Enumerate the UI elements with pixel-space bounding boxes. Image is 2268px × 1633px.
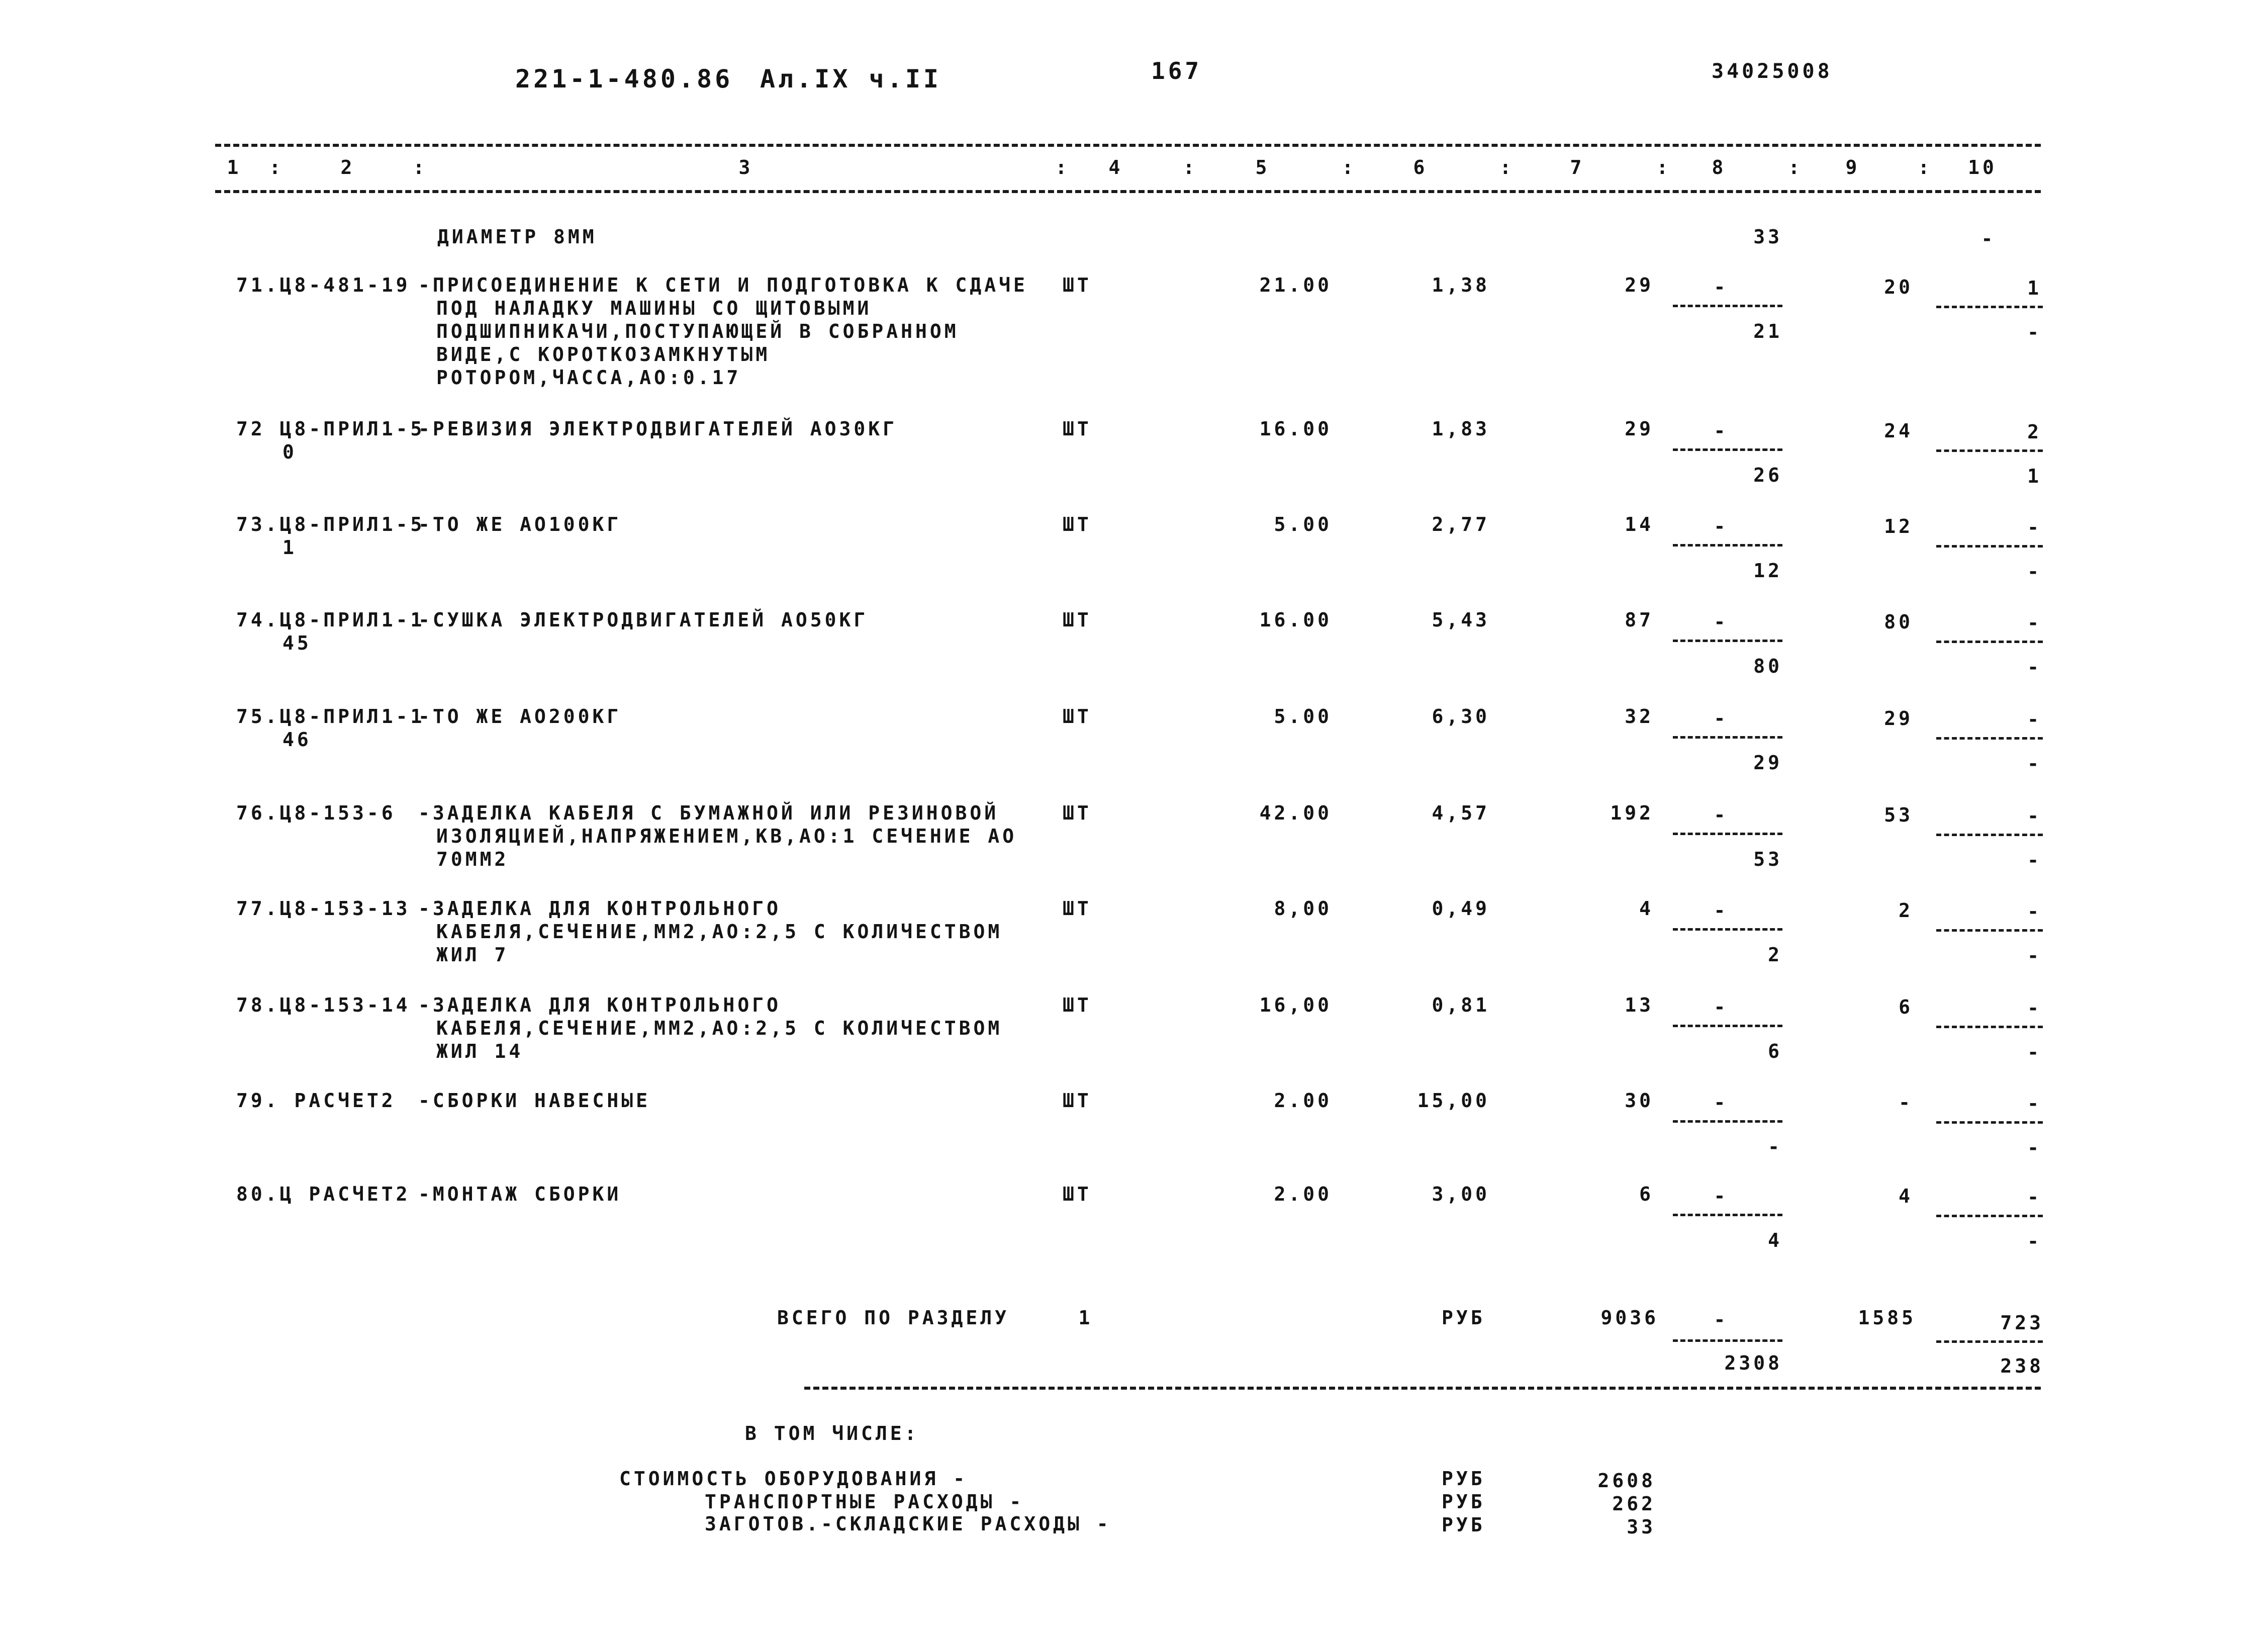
fraction-line: [1936, 929, 2043, 932]
row-col8-top: -: [1714, 707, 1729, 730]
row-col8-bottom: 29: [1753, 752, 1782, 774]
warehouse-cost-unit: РУБ: [1442, 1514, 1485, 1536]
fraction-line: [1936, 545, 2043, 548]
fraction-line: [1673, 928, 1782, 931]
row-unit: ШТ: [1063, 802, 1092, 824]
row-total: 29: [1625, 274, 1654, 296]
row-col9: 24: [1884, 420, 1913, 442]
row-unit: ШТ: [1063, 994, 1092, 1016]
row-col8-top: -: [1714, 899, 1729, 922]
row-quantity: 5.00: [1274, 705, 1332, 728]
section-total-col10-top: 723: [2000, 1312, 2044, 1334]
column-separator: :: [1342, 156, 1357, 178]
table-top-rule: [215, 144, 2041, 147]
row-unit: ШТ: [1063, 513, 1092, 535]
column-header-8: 8: [1712, 156, 1727, 178]
row-description-line: -СБОРКИ НАВЕСНЫЕ: [418, 1090, 651, 1112]
fraction-line: [1673, 833, 1782, 835]
row-code: 77.Ц8-153-13: [236, 897, 411, 920]
row-col8-bottom: 33: [1753, 226, 1782, 248]
fraction-line: [1673, 1214, 1782, 1216]
row-col10-top: -: [2027, 708, 2042, 731]
row-col9: 53: [1884, 804, 1913, 826]
row-quantity: 16,00: [1259, 994, 1332, 1016]
column-separator: :: [1055, 156, 1070, 178]
fraction-line: [1673, 305, 1782, 307]
row-quantity: 5.00: [1274, 513, 1332, 535]
row-total: 14: [1625, 513, 1654, 535]
column-header-1: 1: [227, 156, 242, 178]
fraction-line: [1673, 736, 1782, 739]
section-total-unit: РУБ: [1442, 1307, 1485, 1329]
row-col8-top: -: [1714, 804, 1729, 826]
section-total-amount: 9036: [1600, 1307, 1659, 1329]
row-unit: ШТ: [1063, 897, 1092, 920]
row-col10-top: -: [2027, 1186, 2042, 1208]
section-total-rule: [804, 1387, 2041, 1390]
equipment-cost-unit: РУБ: [1442, 1468, 1485, 1490]
equipment-cost-label: СТОИМОСТЬ ОБОРУДОВАНИЯ -: [619, 1468, 968, 1490]
row-total: 4: [1639, 897, 1654, 920]
row-col8-bottom: 12: [1753, 560, 1782, 582]
row-description-line: -МОНТАЖ СБОРКИ: [418, 1183, 622, 1205]
row-quantity: 8,00: [1274, 897, 1332, 920]
row-description-line: -РЕВИЗИЯ ЭЛЕКТРОДВИГАТЕЛЕЙ АО30КГ: [418, 418, 897, 440]
row-code: 75.Ц8-ПРИЛ1-1: [236, 705, 425, 728]
row-col10-top: -: [2027, 997, 2042, 1019]
transport-cost-value: 262: [1612, 1493, 1656, 1515]
fraction-line: [1673, 448, 1782, 451]
row-description-line: ЖИЛ 7: [436, 944, 509, 966]
album-reference: Ал.IX ч.II: [760, 64, 942, 94]
row-col10-top: -: [2027, 1093, 2042, 1115]
row-description-line: 70ММ2: [436, 848, 509, 870]
row-description-line: ВИДЕ,С КОРОТКОЗАМКНУТЫМ: [436, 343, 771, 366]
row-col10-bottom: -: [2027, 1137, 2042, 1159]
row-total: 87: [1625, 609, 1654, 631]
row-unit-price: 6,30: [1432, 705, 1490, 728]
row-col8-top: -: [1714, 420, 1729, 442]
row-description-line: ЖИЛ 14: [436, 1040, 524, 1062]
row-col10-bottom: -: [2027, 321, 2042, 343]
row-col10-bottom: -: [2027, 849, 2042, 871]
fraction-line: [1673, 1025, 1782, 1027]
row-total: 30: [1625, 1090, 1654, 1112]
row-total: 32: [1625, 705, 1654, 728]
row-quantity: 42.00: [1259, 802, 1332, 824]
row-col9: 6: [1899, 996, 1913, 1018]
section-number: 1: [1078, 1307, 1093, 1329]
fraction-line: [1673, 1339, 1782, 1342]
fraction-line: [1936, 641, 2043, 643]
row-quantity: 2.00: [1274, 1183, 1332, 1205]
row-code: 74.Ц8-ПРИЛ1-1: [236, 609, 425, 631]
header-bottom-rule: [215, 190, 2041, 193]
row-col8-top: -: [1714, 276, 1729, 298]
row-total: 29: [1625, 418, 1654, 440]
column-header-9: 9: [1845, 156, 1860, 178]
row-col8-top: -: [1714, 1185, 1729, 1207]
row-description-line: ИЗОЛЯЦИЕЙ,НАПРЯЖЕНИЕМ,КВ,АО:1 СЕЧЕНИЕ АО: [436, 825, 1017, 847]
row-col8-bottom: 4: [1768, 1229, 1782, 1251]
row-description-line: ПОД НАЛАДКУ МАШИНЫ СО ЩИТОВЫМИ: [436, 297, 872, 319]
equipment-cost-value: 2608: [1597, 1470, 1656, 1492]
row-description-line: -ТО ЖЕ АО200КГ: [418, 705, 622, 728]
row-code: 80.Ц РАСЧЕТ2: [236, 1183, 411, 1205]
row-col8-bottom: 2: [1768, 944, 1782, 966]
row-col8-top: -: [1714, 1092, 1729, 1114]
row-description-line: -ТО ЖЕ АО100КГ: [418, 513, 622, 535]
fraction-line: [1673, 1120, 1782, 1123]
row-description-line: -ЗАДЕЛКА КАБЕЛЯ С БУМАЖНОЙ ИЛИ РЕЗИНОВОЙ: [418, 802, 999, 824]
row-col10-bottom: -: [2027, 1041, 2042, 1063]
fraction-line: [1936, 1026, 2043, 1028]
row-col9: -: [1899, 1092, 1913, 1114]
page-number: 167: [1151, 57, 1202, 84]
column-header-10: 10: [1968, 156, 1997, 178]
row-description-line: РОТОРОМ,ЧАССА,АО:0.17: [436, 367, 741, 389]
row-col9: 4: [1899, 1185, 1913, 1207]
column-separator: :: [1918, 156, 1933, 178]
column-separator: :: [1656, 156, 1671, 178]
row-col10-top: -: [2027, 900, 2042, 923]
row-col9: 2: [1899, 899, 1913, 922]
column-header-5: 5: [1255, 156, 1270, 178]
row-description-line: ПОДШИПНИКАЧИ,ПОСТУПАЮЩЕЙ В СОБРАННОМ: [436, 320, 959, 342]
transport-cost-unit: РУБ: [1442, 1491, 1485, 1513]
row-unit: ШТ: [1063, 418, 1092, 440]
column-header-4: 4: [1108, 156, 1123, 178]
warehouse-cost-value: 33: [1627, 1516, 1656, 1538]
section-total-col10-bottom: 238: [2000, 1355, 2044, 1377]
row-col8-top: -: [1714, 515, 1729, 537]
row-description-line: -ПРИСОЕДИНЕНИЕ К СЕТИ И ПОДГОТОВКА К СДАЧЕ: [418, 274, 1028, 296]
column-separator: :: [1183, 156, 1198, 178]
document-code: 221-1-480.86: [515, 64, 733, 94]
fraction-line: [1673, 640, 1782, 642]
row-col10-bottom: -: [2027, 1230, 2042, 1252]
column-header-7: 7: [1570, 156, 1585, 178]
row-unit-price: 1,83: [1432, 418, 1490, 440]
row-total: 192: [1610, 802, 1654, 824]
section-total-col8-top: -: [1714, 1309, 1729, 1331]
row-unit: ШТ: [1063, 705, 1092, 728]
column-separator: :: [1499, 156, 1515, 178]
row-col10-top: 2: [2027, 421, 2042, 443]
row-quantity: 16.00: [1259, 609, 1332, 631]
fraction-line: [1936, 306, 2043, 308]
row-col9: 12: [1884, 515, 1913, 537]
row-col10-top: -: [2027, 516, 2042, 538]
row-col8-bottom: 80: [1753, 655, 1782, 677]
row-unit: ШТ: [1063, 1090, 1092, 1112]
row-unit-price: 15,00: [1417, 1090, 1490, 1112]
row-col9: 80: [1884, 611, 1913, 633]
fraction-line: [1936, 1340, 2043, 1343]
column-header-3: 3: [738, 156, 753, 178]
section-total-label: ВСЕГО ПО РАЗДЕЛУ: [777, 1307, 1010, 1329]
row-col8-top: -: [1714, 611, 1729, 633]
row-description-line: -ЗАДЕЛКА ДЛЯ КОНТРОЛЬНОГО: [418, 994, 781, 1016]
row-col10-bottom: 1: [2027, 465, 2042, 487]
row-unit-price: 0,81: [1432, 994, 1490, 1016]
row-unit: ШТ: [1063, 1183, 1092, 1205]
document-id: 34025008: [1712, 60, 1833, 83]
row-col8-bottom: 21: [1753, 320, 1782, 342]
section-total-col8-bottom: 2308: [1724, 1352, 1782, 1374]
column-header-2: 2: [340, 156, 355, 178]
row-col10-top: -: [2027, 612, 2042, 634]
row-col8-top: -: [1714, 996, 1729, 1018]
row-col10-top: -: [1981, 228, 1996, 250]
row-description-line: 1: [282, 536, 297, 559]
row-description-line: -СУШКА ЭЛЕКТРОДВИГАТЕЛЕЙ АО50КГ: [418, 609, 869, 631]
row-description-line: КАБЕЛЯ,СЕЧЕНИЕ,ММ2,АО:2,5 С КОЛИЧЕСТВОМ: [436, 921, 1003, 943]
fraction-line: [1936, 449, 2043, 452]
row-unit-price: 1,38: [1432, 274, 1490, 296]
row-quantity: 16.00: [1259, 418, 1332, 440]
row-unit-price: 3,00: [1432, 1183, 1490, 1205]
row-col8-bottom: 6: [1768, 1040, 1782, 1062]
row-unit-price: 2,77: [1432, 513, 1490, 535]
row-code: 73.Ц8-ПРИЛ1-5: [236, 513, 425, 535]
row-code: 76.Ц8-153-6: [236, 802, 396, 824]
row-col8-bottom: 26: [1753, 464, 1782, 486]
row-col10-bottom: -: [2027, 753, 2042, 775]
row-col10-top: -: [2027, 805, 2042, 827]
row-total: 6: [1639, 1183, 1654, 1205]
row-quantity: 2.00: [1274, 1090, 1332, 1112]
column-separator: :: [1788, 156, 1803, 178]
row-total: 13: [1625, 994, 1654, 1016]
row-col10-top: 1: [2027, 277, 2042, 299]
column-separator: :: [413, 156, 428, 178]
row-description-line: КАБЕЛЯ,СЕЧЕНИЕ,ММ2,АО:2,5 С КОЛИЧЕСТВОМ: [436, 1017, 1003, 1039]
warehouse-cost-label: ЗАГОТОВ.-СКЛАДСКИЕ РАСХОДЫ -: [705, 1513, 1111, 1535]
fraction-line: [1936, 737, 2043, 740]
row-code: 79. РАСЧЕТ2: [236, 1090, 396, 1112]
row-quantity: 21.00: [1259, 274, 1332, 296]
row-unit-price: 5,43: [1432, 609, 1490, 631]
row-code: 71.Ц8-481-19: [236, 274, 411, 296]
row-col10-bottom: -: [2027, 656, 2042, 678]
section-total-col9: 1585: [1858, 1307, 1916, 1329]
row-col9: 20: [1884, 276, 1913, 298]
fraction-line: [1936, 834, 2043, 836]
row-col8-bottom: -: [1768, 1136, 1782, 1158]
row-unit-price: 0,49: [1432, 897, 1490, 920]
transport-cost-label: ТРАНСПОРТНЫЕ РАСХОДЫ -: [705, 1491, 1024, 1513]
row-description-line: ДИАМЕТР 8ММ: [437, 226, 597, 248]
fraction-line: [1673, 544, 1782, 547]
row-col9: 29: [1884, 707, 1913, 730]
row-description-line: 0: [282, 441, 297, 463]
row-description-line: -ЗАДЕЛКА ДЛЯ КОНТРОЛЬНОГО: [418, 897, 781, 920]
row-col10-bottom: -: [2027, 561, 2042, 583]
row-col8-bottom: 53: [1753, 848, 1782, 870]
row-description-line: 46: [282, 729, 312, 751]
fraction-line: [1936, 1215, 2043, 1217]
row-col10-bottom: -: [2027, 945, 2042, 967]
column-separator: :: [269, 156, 284, 178]
row-unit: ШТ: [1063, 609, 1092, 631]
including-heading: В ТОМ ЧИСЛЕ:: [745, 1422, 919, 1444]
row-unit: ШТ: [1063, 274, 1092, 296]
fraction-line: [1936, 1121, 2043, 1124]
row-code: 78.Ц8-153-14: [236, 994, 411, 1016]
row-code: 72 Ц8-ПРИЛ1-5: [236, 418, 425, 440]
row-description-line: 45: [282, 632, 312, 654]
row-unit-price: 4,57: [1432, 802, 1490, 824]
column-header-6: 6: [1413, 156, 1428, 178]
